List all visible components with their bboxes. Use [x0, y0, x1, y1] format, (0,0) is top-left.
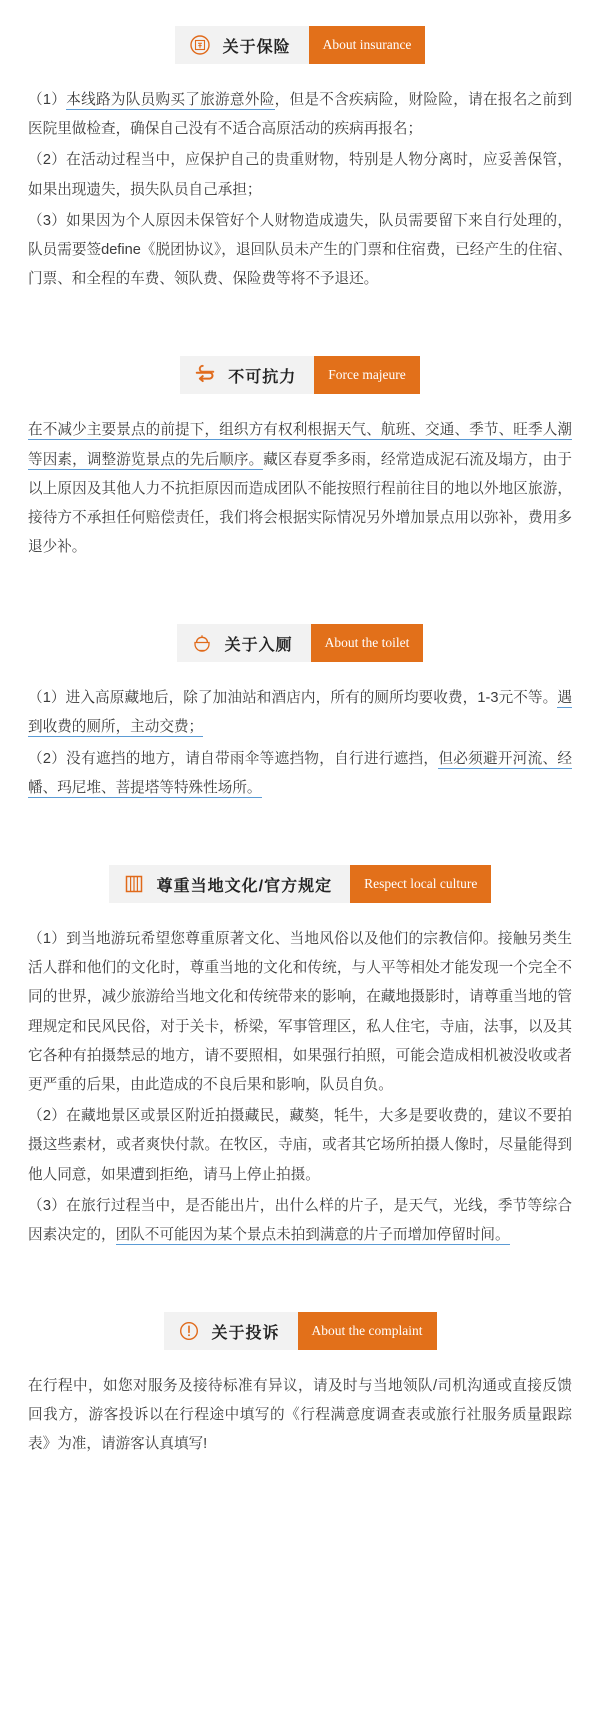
- paragraph: [28, 684, 572, 742]
- text-run: ，但是不含疾病险，财险险，请在报名之前到医院里做检查，确保自己没有不适合高原活动的疾病再报名；: [28, 92, 572, 138]
- highlighted-text: 在不减少主要景点的前提下，组织方有权利根据天气、航班、交通、季节、旺季人潮等因素，调整游览景点的先后顺序。: [28, 422, 572, 468]
- section-spacer: [28, 564, 572, 598]
- content-section: [28, 598, 572, 839]
- paragraph: [28, 745, 572, 803]
- text-run: （1）进入高原藏地后，除了加油站和酒店内，所有的厕所均要收费，1-3元不等。: [28, 690, 558, 707]
- section-title-en: About insurance: [309, 26, 426, 64]
- paragraph: [28, 1192, 572, 1250]
- highlighted-text: 但必须避开河流、经幡、玛尼堆、菩提塔等特殊性场所。: [28, 750, 572, 796]
- text-run: （1）: [28, 92, 67, 108]
- paragraph: [28, 86, 572, 144]
- section-body: [28, 416, 572, 562]
- insurance-stamp-icon: [189, 34, 211, 56]
- section-body: [28, 1372, 572, 1460]
- section-title-cn: 关于投诉: [211, 1324, 280, 1342]
- section-header-inner: [175, 26, 426, 64]
- section-title-block: [180, 356, 314, 394]
- section-body: [28, 684, 572, 803]
- paragraph: [28, 207, 572, 295]
- book-culture-icon: [123, 873, 145, 895]
- section-title-cn: 关于保险: [222, 38, 291, 56]
- content-section: [28, 1286, 572, 1496]
- section-title-en: About the complaint: [298, 1312, 437, 1350]
- highlighted-text: 本线路为队员购买了旅游意外险: [66, 92, 275, 108]
- text-run: （2）在活动过程当中，应保护自己的贵重财物，特别是人物分离时，应妥善保管，如果出现遗失，损失队员自己承担；: [28, 152, 572, 198]
- section-header: [28, 839, 572, 903]
- section-title-block: [177, 624, 311, 662]
- paragraph: [28, 146, 572, 204]
- section-title-block: [175, 26, 309, 64]
- section-header: [28, 1286, 572, 1350]
- text-run: （3）在旅行过程当中，是否能出片，出什么样的片子，是天气，光线，季节等综合因素决定的，: [28, 1197, 572, 1243]
- section-header: [28, 330, 572, 394]
- text-run: （1）到当地游玩希望您尊重原著文化、当地风俗以及他们的宗教信仰。接触另类生活人群和他们的文化时，尊重当地的文化和传统，与人平等相处才能发现一个完全不同的世界，减少旅游给当地文化和传统带来的影响，在藏地摄影时，请尊重当地的管理规定和民风民俗，对于关卡，桥梁，军事管理区，私人住宅，寺庙，法事，以及其它各种有拍摄禁忌的地方，请不要照相，如果强行拍照，可能会造成相机被没收或者更严重的后果，由此造成的不良后果和影响，队员自负。: [28, 931, 572, 1093]
- section-title-cn: 关于入厕: [224, 636, 293, 654]
- section-header-inner: [177, 624, 424, 662]
- section-spacer: [28, 1462, 572, 1496]
- section-header: [28, 0, 572, 64]
- content-section: [28, 839, 572, 1286]
- highlighted-text: 遇到收费的厕所，主动交费；: [28, 690, 572, 736]
- toilet-icon: [191, 632, 213, 654]
- section-title-cn: 不可抗力: [228, 368, 297, 386]
- complaint-exclamation-icon: [178, 1320, 200, 1342]
- content-section: [28, 0, 572, 330]
- section-title-block: [164, 1312, 298, 1350]
- highlighted-text: 团队不可能因为某个景点未拍到满意的片子而增加停留时间。: [115, 1226, 510, 1243]
- section-spacer: [28, 805, 572, 839]
- section-header: [28, 598, 572, 662]
- section-title-cn: 尊重当地文化/官方规定: [156, 877, 333, 895]
- text-run: （2）在藏地景区或景区附近拍摄藏民，藏獒，牦牛，大多是要收费的，建议不要拍摄这些素材，或者爽快付款。在牧区，寺庙，或者其它场所拍摄人像时，尽量能得到他人同意，如果遭到拒绝，请马上停止拍摄。: [28, 1108, 572, 1183]
- paragraph: [28, 925, 572, 1100]
- content-section: [28, 330, 572, 598]
- text-run: （3）如果因为个人原因未保管好个人财物造成遗失，队员需要留下来自行处理的，队员需要签define《脱团协议》，退回队员未产生的门票和住宿费，已经产生的住宿、门票、和全程的车费、领队费、保险费等将不予退还。: [28, 212, 572, 288]
- section-header-inner: [180, 356, 420, 394]
- paragraph: [28, 1372, 572, 1460]
- text-run: 在行程中，如您对服务及接待标准有异议，请及时与当地领队/司机沟通或直接反馈回我方，游客投诉以在行程途中填写的《行程满意度调查表或旅行社服务质量跟踪表》为准，请游客认真填写!: [28, 1378, 572, 1453]
- section-spacer: [28, 1252, 572, 1286]
- text-run: （2）没有遮挡的地方，请自带雨伞等遮挡物，自行进行遮挡，: [28, 750, 439, 767]
- section-body: [28, 925, 572, 1250]
- force-majeure-arrows-icon: [194, 364, 216, 386]
- section-header-inner: [109, 865, 492, 903]
- section-body: [28, 86, 572, 294]
- text-run: 藏区春夏季多雨，经常造成泥石流及塌方，由于以上原因及其他人力不抗拒原因而造成团队不能按照行程前往目的地以外地区旅游，接待方不承担任何赔偿责任，我们将会根据实际情况另外增加景点用以弥补，费用多退少补。: [28, 451, 572, 556]
- section-title-en: About the toilet: [311, 624, 424, 662]
- section-spacer: [28, 296, 572, 330]
- section-header-inner: [164, 1312, 437, 1350]
- section-title-en: Respect local culture: [350, 865, 491, 903]
- section-title-block: [109, 865, 350, 903]
- paragraph: [28, 1102, 572, 1190]
- section-title-en: Force majeure: [314, 356, 420, 394]
- paragraph: [28, 416, 572, 562]
